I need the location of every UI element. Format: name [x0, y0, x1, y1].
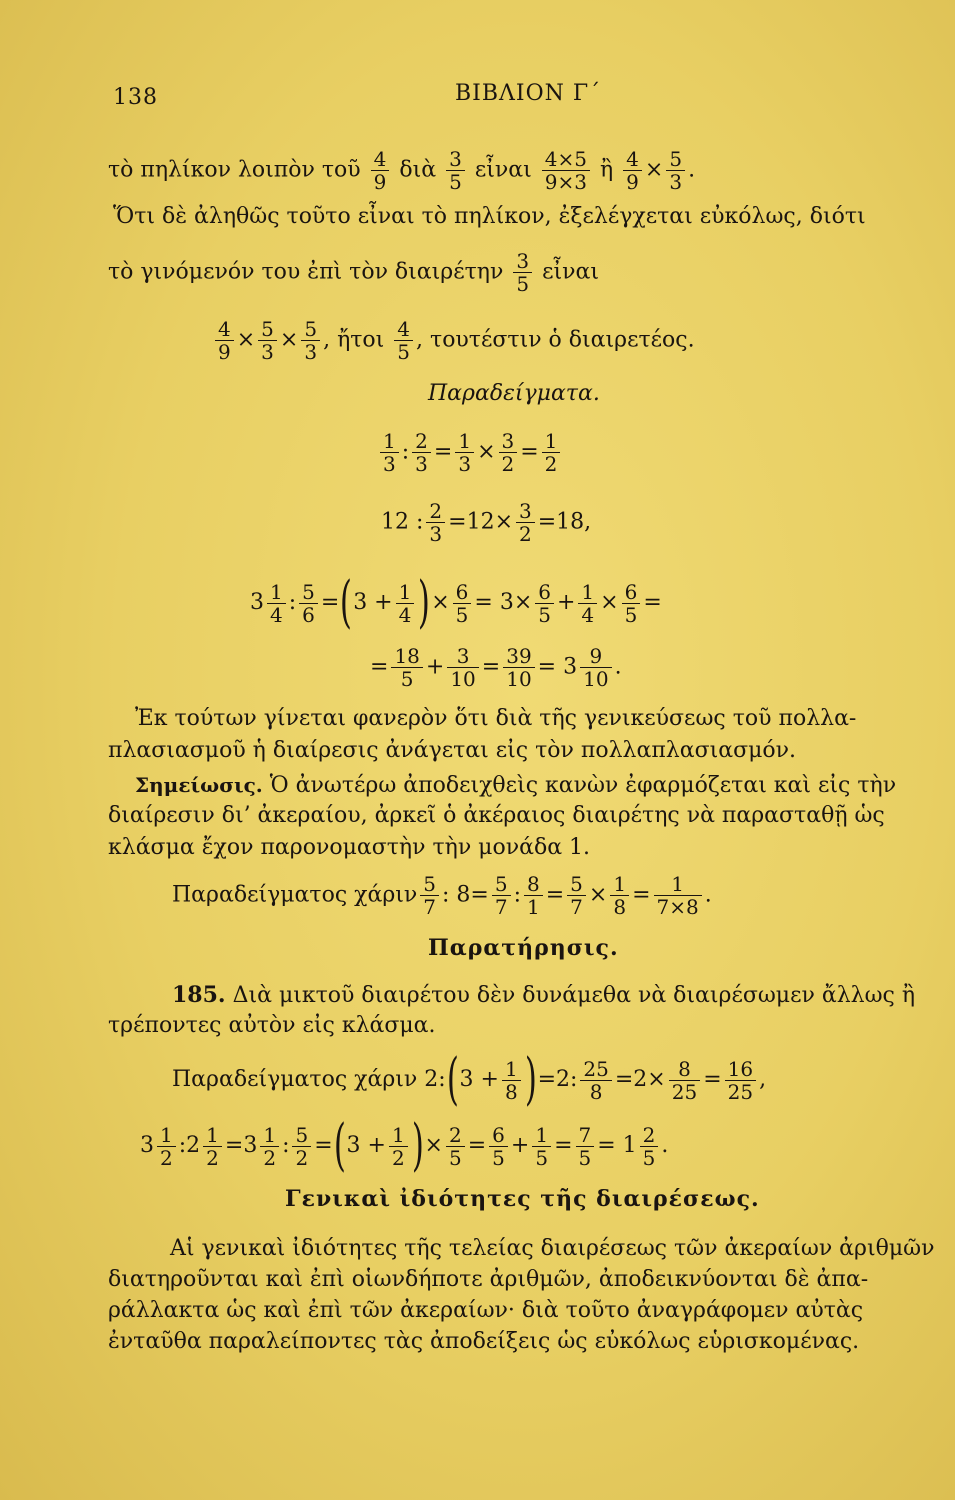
text-line: Ὅτι δὲ ἀληθῶς τοῦτο εἶναι τὸ πηλίκον, ἐξελέγχεται εὐκόλως, διότι: [113, 204, 866, 229]
divisor-line: τὸ γινόμενόν του ἐπὶ τὸν διαιρέτην $\frac{3}{5}$ εἶναι: [108, 249, 599, 296]
paragraph-line: ἐνταῦθα παραλείποντες τὰς ἀποδείξεις ὡς εὐκόλως εὑρισκομένας.: [108, 1329, 860, 1354]
examples-heading: Παραδείγματα.: [428, 381, 600, 406]
fraction: $\frac{4}{9}$: [623, 148, 642, 193]
section-number: 185.: [172, 982, 226, 1008]
example-3-continued: = $\frac{18}{5}$ + $\frac{3}{10}$ = $\frac{39}{10}$ = 3 $\frac{9}{10}$ .: [370, 644, 622, 691]
paragraph-line: διατηροῦνται καὶ ἐπὶ οἱωνδήποτε ἀριθμῶν, ἀποδεικνύονται δὲ ἀπα-: [108, 1267, 869, 1292]
running-title: ΒΙΒΛΙΟΝ Γ΄: [455, 81, 602, 106]
product-line: $\frac{4}{9}$ × $\frac{5}{3}$ × $\frac{5}{3}$ , ἤτοι $\frac{4}{5}$ , τουτέστιν ὁ διαιρετέος.: [212, 318, 695, 363]
example-4: Παραδείγματος χάριν $\frac{5}{7}$ : 8= $\frac{5}{7}$ : $\frac{8}{1}$ = $\frac{5}{7}$ × $\frac{1}{8}$ = $\frac{1}{7\times 8}$ .: [172, 872, 712, 919]
fraction: $\frac{4}{9}$: [371, 148, 390, 193]
example-2: 12 : $\frac{2}{3}$ =12× $\frac{3}{2}$ =18,: [381, 499, 592, 546]
page-number: 138: [113, 85, 158, 110]
paragraph-line: Αἱ γενικαὶ ἰδιότητες τῆς τελείας διαιρέσεως τῶν ἀκεραίων ἀριθμῶν: [170, 1236, 935, 1261]
example-3: 3 $\frac{1}{4}$ : $\frac{5}{6}$ =(3 + $\frac{1}{4}$ )× $\frac{6}{5}$ = 3× $\frac{6}{5}$ + $\frac{1}{4}$ × $\frac{6}{5}$ =: [250, 570, 662, 635]
section-heading: Παρατήρησις.: [428, 935, 619, 961]
note-line: Σημείωσις. Ὁ ἀνωτέρω ἀποδειχθεὶς κανὼν ἐφαρμόζεται καὶ εἰς τὴν: [135, 773, 897, 798]
fraction: $\frac{3}{5}$: [446, 148, 465, 193]
note-line: διαίρεσιν δι’ ἀκεραίου, ἀρκεῖ ὁ ἀκέραιος διαιρέτης νὰ παρασταθῇ ὡς: [108, 803, 885, 828]
fraction: $\frac{3}{5}$: [513, 250, 532, 295]
example-1: $\frac{1}{3}$ : $\frac{2}{3}$ = $\frac{1}{3}$ × $\frac{3}{2}$ = $\frac{1}{2}$: [377, 430, 563, 475]
note-label: Σημείωσις.: [135, 773, 263, 797]
note-line: κλάσμα ἔχον παρονομαστὴν τὴν μονάδα 1.: [108, 835, 591, 860]
section-185-line: τρέποντες αὐτὸν εἰς κλάσμα.: [108, 1013, 436, 1038]
fraction: $\frac{5}{3}$: [258, 318, 277, 363]
section-heading: Γενικαὶ ἰδιότητες τῆς διαιρέσεως.: [285, 1186, 760, 1212]
paragraph-line: πλασιασμοῦ ἡ διαίρεσις ἀνάγεται εἰς τὸν πολλαπλασιασμόν.: [108, 738, 797, 763]
quotient-line: τὸ πηλίκον λοιπὸν τοῦ $\frac{4}{9}$ διὰ $\frac{3}{5}$ εἶναι $\frac{4\times 5}{9\times 3}$ ἢ $\frac{4}{9}$ × $\frac{5}{3}$ .: [108, 147, 696, 194]
fraction: $\frac{4}{9}$: [215, 318, 234, 363]
paragraph-line: ράλλακτα ὡς καὶ ἐπὶ τῶν ἀκεραίων· διὰ τοῦτο ἀναγράφομεν αὐτὰς: [108, 1298, 864, 1323]
section-185-line: 185. Διὰ μικτοῦ διαιρέτου δὲν δυνάμεθα νὰ διαιρέσωμεν ἄλλως ἢ: [172, 982, 916, 1008]
fraction: $\frac{4\times 5}{9\times 3}$: [542, 148, 590, 193]
example-6: 3 $\frac{1}{2}$ :2 $\frac{1}{2}$ =3 $\frac{1}{2}$ : $\frac{5}{2}$ =(3 + $\frac{1}{2}$ )× $\frac{2}{5}$ = $\frac{6}{5}$ + $\frac{1}{5}$ = $\frac{7}{5}$ = 1 $\frac{2}{5}$ .: [140, 1113, 669, 1178]
fraction: $\frac{4}{5}$: [394, 318, 413, 363]
fraction: $\frac{5}{3}$: [301, 318, 320, 363]
fraction: $\frac{5}{3}$: [666, 148, 685, 193]
example-5: Παραδείγματος χάριν 2:(3 + $\frac{1}{8}$ )=2: $\frac{25}{8}$ =2× $\frac{8}{25}$ = $\frac{16}{25}$ ,: [172, 1047, 767, 1112]
paragraph-line: Ἐκ τούτων γίνεται φανερὸν ὅτι διὰ τῆς γενικεύσεως τοῦ πολλα-: [135, 706, 857, 731]
